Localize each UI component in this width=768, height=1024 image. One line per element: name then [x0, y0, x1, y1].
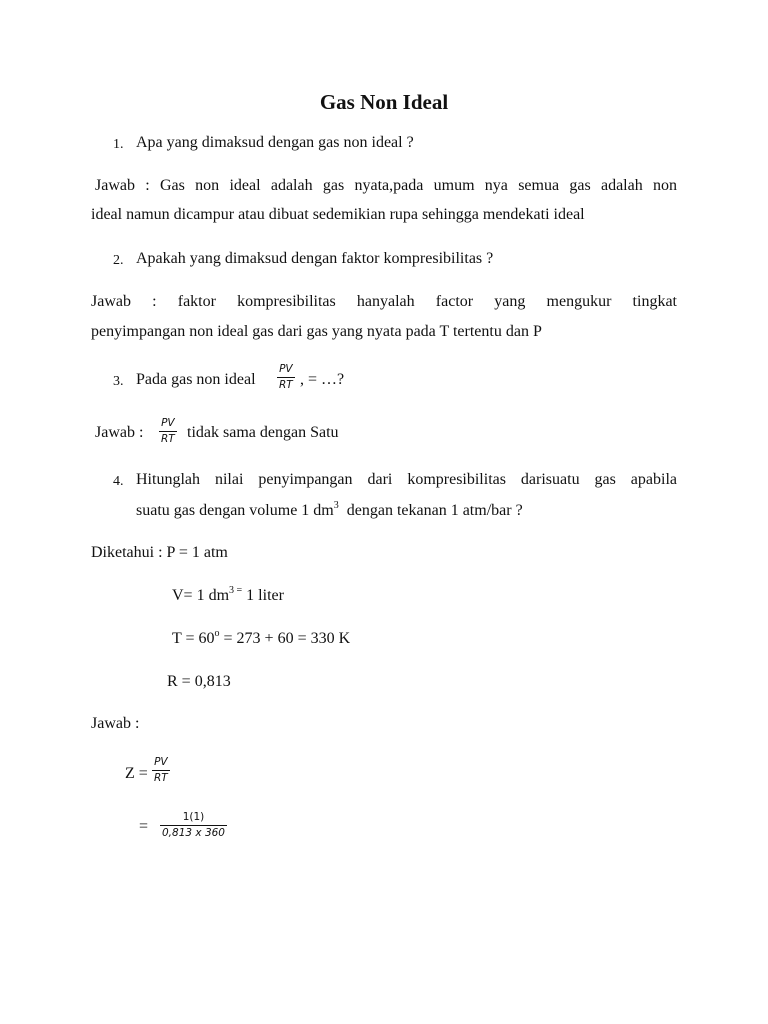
question-text: Apa yang dimaksud dengan gas non ideal ?	[136, 134, 414, 151]
fraction-numerator: 1(1)	[182, 811, 205, 823]
question-number: 4.	[113, 474, 124, 489]
page-title: Gas Non Ideal	[319, 90, 449, 114]
fraction-numerator: PV	[154, 756, 168, 768]
given-temperature-text: T = 60	[172, 630, 215, 647]
superscript: o	[214, 628, 220, 639]
answer-line: penyimpangan non ideal gas dari gas yang nyata pada T tertentu dan P	[91, 323, 542, 340]
question-suffix: , = …?	[300, 371, 345, 388]
z-label: Z =	[125, 765, 148, 782]
question-text-line2	[136, 502, 523, 520]
question-text: Pada gas non ideal	[136, 371, 256, 388]
fraction-denominator: RT	[161, 432, 175, 445]
answer-line: Jawab : faktor kompresibilitas hanyalah factor yang mengukur tingkat	[91, 293, 677, 310]
fraction-pv-rt	[159, 418, 177, 444]
question-number: 2.	[113, 253, 124, 268]
given-volume-text: V= 1 dm	[172, 587, 230, 604]
fraction-pv-rt	[152, 757, 170, 783]
answer-text: tidak sama dengan Satu	[187, 424, 339, 441]
answer-label: Jawab :	[95, 424, 144, 441]
fraction-denominator: RT	[154, 771, 168, 784]
superscript: 3	[333, 500, 339, 511]
fraction-denominator: RT	[279, 378, 293, 391]
answer-line: ideal namun dicampur atau dibuat sedemikian rupa sehingga mendekati ideal	[91, 206, 585, 223]
question-text: Hitunglah nilai penyimpangan dari kompresibilitas darisuatu gas apabila	[136, 471, 677, 488]
answer-line: Jawab : Gas non ideal adalah gas nyata,pada umum nya semua gas adalah non	[95, 177, 677, 194]
fraction-denominator: 0,813 x 360	[162, 826, 225, 839]
given-volume	[172, 587, 284, 605]
question-number: 1.	[113, 137, 124, 152]
question-text: Apakah yang dimaksud dengan faktor kompresibilitas ?	[136, 250, 494, 267]
given-temperature	[172, 630, 350, 648]
fraction-pv-rt	[277, 364, 295, 390]
question-text-part: suatu gas dengan volume 1 dm	[136, 502, 334, 519]
given-temperature-text: = 273 + 60 = 330 K	[223, 630, 351, 647]
given-volume-text: 1 liter	[246, 587, 284, 604]
question-text-part: dengan tekanan 1 atm/bar ?	[346, 502, 523, 519]
answer-label: Jawab :	[91, 715, 140, 732]
fraction-numerator: PV	[279, 363, 293, 375]
equals-sign: =	[139, 818, 149, 835]
given-label: Diketahui : P = 1 atm	[91, 544, 228, 561]
question-number: 3.	[113, 374, 124, 389]
fraction-numerator: PV	[161, 417, 175, 429]
fraction-calculation	[160, 812, 227, 838]
superscript: 3 =	[229, 585, 243, 596]
given-r: R = 0,813	[167, 673, 231, 690]
